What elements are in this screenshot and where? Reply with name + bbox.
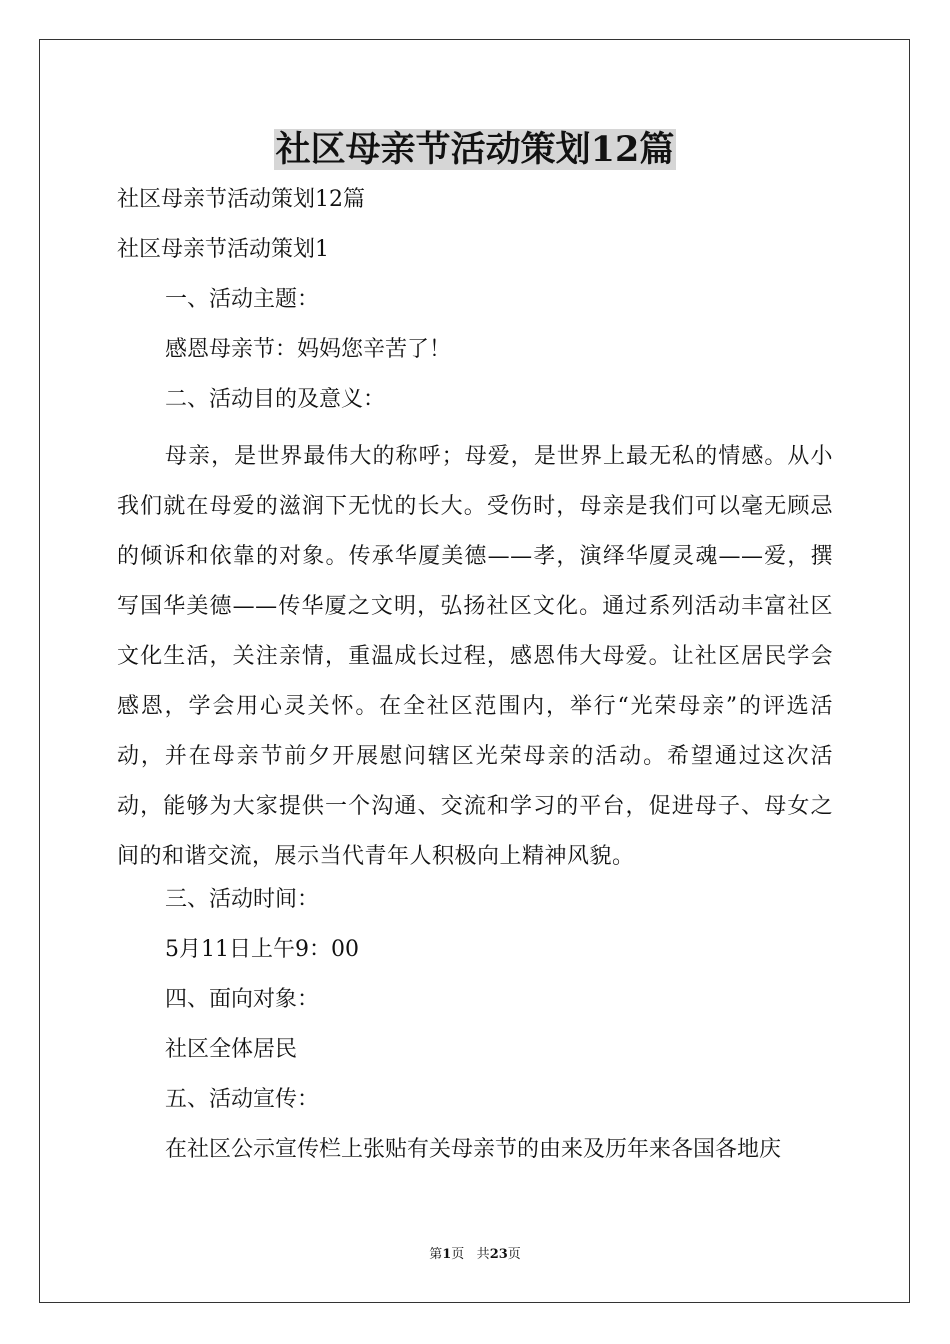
publicity-text: 在社区公示宣传栏上张贴有关母亲节的由来及历年来各国各地庆: [165, 1137, 782, 1162]
section-title: 社区母亲节活动策划1: [117, 237, 329, 262]
audience-text: 社区全体居民: [165, 1037, 298, 1062]
footer-total-pages: 23: [489, 1247, 508, 1262]
page-footer: [0, 1246, 950, 1264]
heading-publicity: 五、活动宣传：: [165, 1087, 320, 1112]
footer-page-suffix: 页: [451, 1247, 465, 1262]
heading-theme: 一、活动主题：: [165, 287, 320, 312]
theme-text: 感恩母亲节：妈妈您辛苦了！: [165, 337, 452, 362]
purpose-paragraph: 母亲，是世界最伟大的称呼；母爱，是世界上最无私的情感。从小我们就在母爱的滋润下无忧的长大。受伤时，母亲是我们可以毫无顾忌的倾诉和依靠的对象。传承华厦美德——孝，演绎华厦灵魂——爱，撰写国华美德——传华厦之文明，弘扬社区文化。通过系列活动丰富社区文化生活，关注亲情，重温成长过程，感恩伟大母爱。让社区居民学会感恩，学会用心灵关怀。在全社区范围内，举行“光荣母亲”的评选活动，并在母亲节前夕开展慰问辖区光荣母亲的活动。希望通过这次活动，能够为大家提供一个沟通、交流和学习的平台，促进母子、母女之间的和谐交流，展示当代青年人积极向上精神风貌。: [117, 444, 833, 869]
footer-total-suffix: 页: [507, 1247, 521, 1262]
time-text: 5月11日上午9：00: [165, 937, 359, 962]
footer-total-prefix: 共: [476, 1247, 490, 1262]
heading-audience: 四、面向对象：: [165, 987, 320, 1012]
footer-page-number: 1: [442, 1247, 452, 1262]
heading-purpose: 二、活动目的及意义：: [165, 387, 386, 412]
footer-page-prefix: 第: [429, 1247, 443, 1262]
document-title: [0, 128, 950, 172]
heading-time: 三、活动时间：: [165, 887, 320, 912]
document-title-text: 社区母亲节活动策划12篇: [275, 129, 675, 170]
document-subtitle: 社区母亲节活动策划12篇: [117, 187, 365, 212]
